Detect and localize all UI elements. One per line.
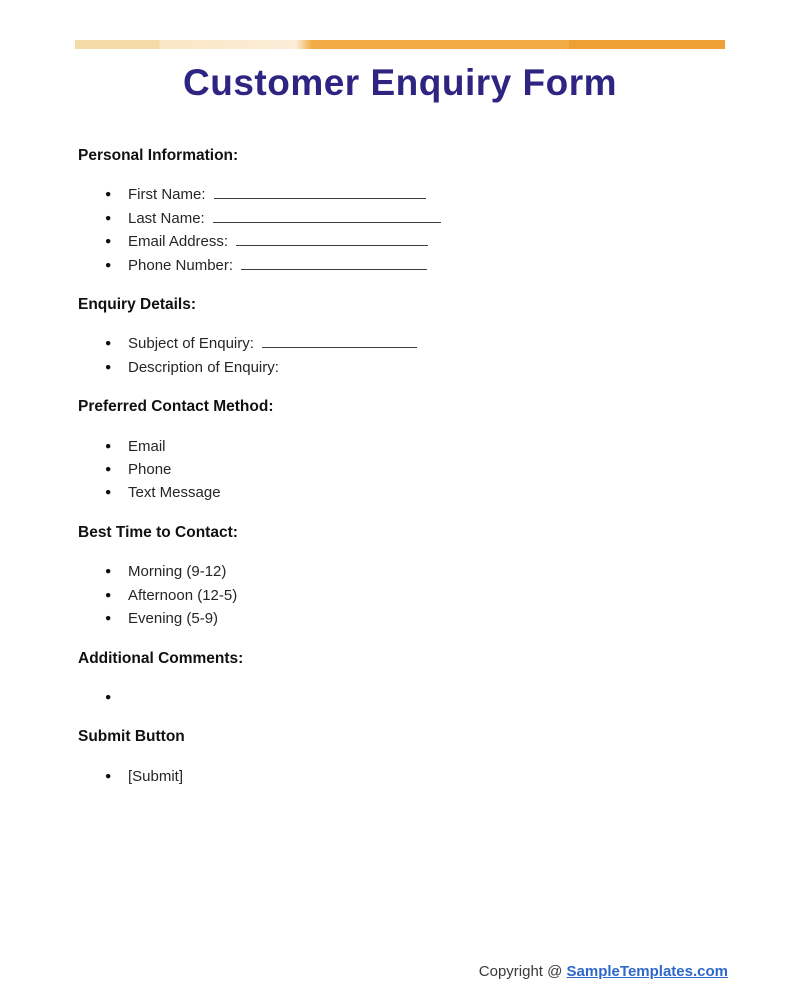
option-label: Email [128,437,166,455]
field-label: Subject of Enquiry: [128,335,254,353]
enquiry-details-list [78,332,638,379]
field-phone-number [128,254,638,277]
section-enquiry-details [78,293,638,379]
field-last-name [128,207,638,230]
option-afternoon [128,584,638,607]
option-evening [128,607,638,630]
page-title: Customer Enquiry Form [183,62,617,103]
option-email [128,435,638,458]
section-best-time-to-contact [78,521,638,631]
last-name-fill-line [213,210,441,223]
additional-comments-list [78,686,638,709]
section-heading-personal-information: Personal Information: [78,147,239,164]
option-label: Evening (5-9) [128,610,219,628]
sampletemplates-link[interactable]: SampleTemplates.com [566,963,728,980]
section-additional-comments [78,647,638,710]
form-body [78,144,638,788]
personal-information-list [78,183,638,277]
section-preferred-contact-method [78,395,638,505]
option-label: Afternoon (12-5) [128,586,238,604]
field-label: Phone Number: [128,256,234,274]
section-personal-information [78,144,638,277]
section-heading-enquiry-details: Enquiry Details: [78,296,196,314]
field-first-name [128,183,638,206]
first-name-fill-line [214,186,426,199]
section-heading-submit-button: Submit Button [78,728,185,746]
option-label: Phone [128,461,172,479]
option-morning [128,560,638,583]
submit-label: [Submit] [128,767,184,785]
option-phone [128,458,638,481]
best-time-list [78,560,638,630]
field-subject-of-enquiry [128,332,638,355]
copyright-text: Copyright @ [478,963,563,980]
header-accent-bar [75,40,725,49]
email-address-fill-line [236,233,428,246]
submit-placeholder [128,765,638,788]
section-submit-button [78,725,638,788]
phone-number-fill-line [241,257,427,270]
empty-comment-bullet [128,686,638,709]
field-label: Last Name: [128,209,205,227]
section-heading-preferred-contact-method: Preferred Contact Method: [78,398,274,416]
footer-copyright [479,963,728,980]
field-label: Email Address: [128,233,229,251]
field-description-of-enquiry [128,356,638,379]
submit-list [78,765,638,788]
option-text-message [128,481,638,504]
subject-fill-line [262,335,417,348]
section-heading-best-time-to-contact: Best Time to Contact: [78,523,238,541]
contact-method-list [78,435,638,505]
field-label: Description of Enquiry: [128,358,279,376]
section-heading-additional-comments: Additional Comments: [78,649,244,667]
option-label: Morning (9-12) [128,563,227,581]
option-label: Text Message [128,484,221,502]
field-email-address [128,230,638,253]
field-label: First Name: [128,186,206,204]
